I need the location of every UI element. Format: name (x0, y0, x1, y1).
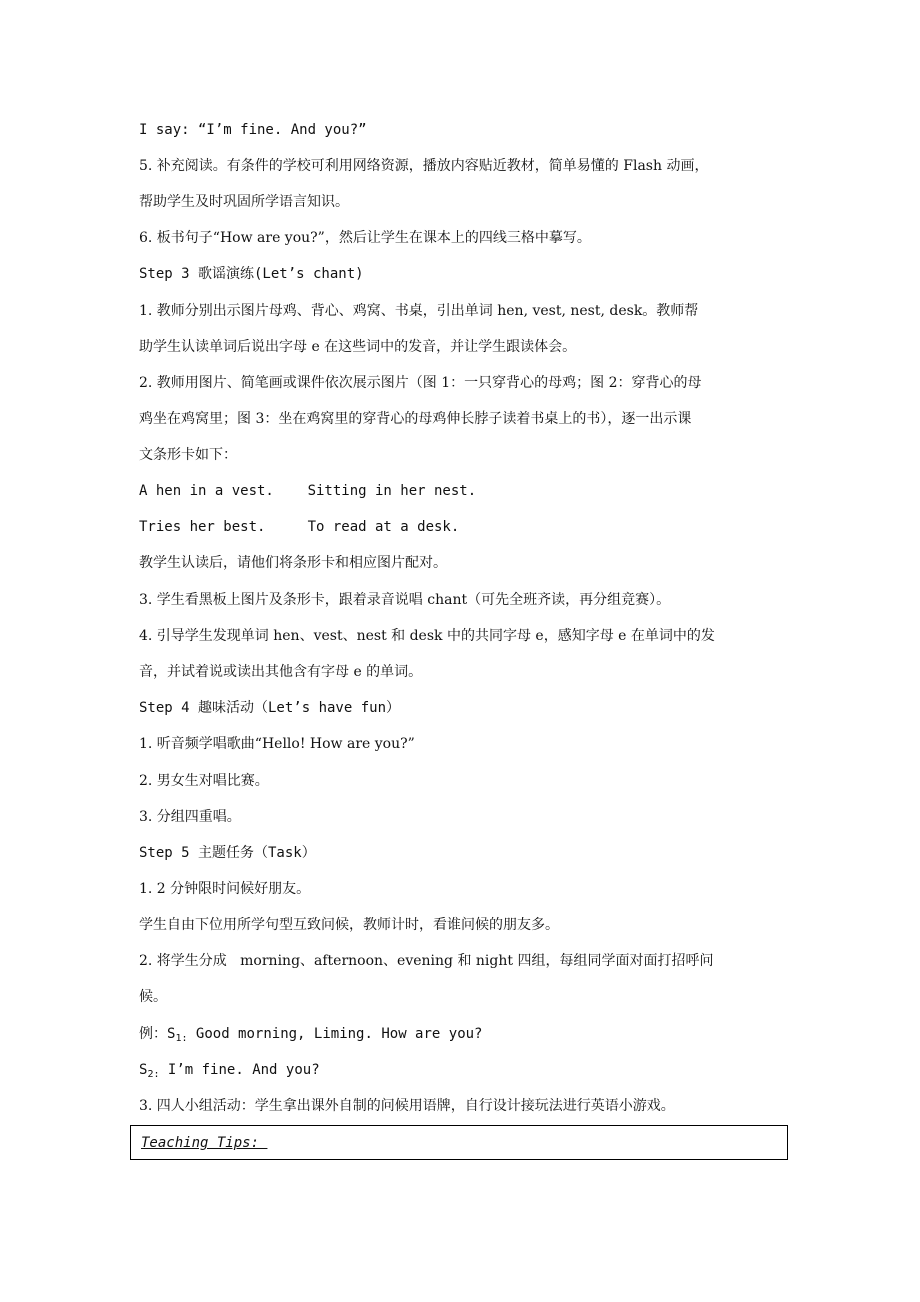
text-line-22: 1. 2 分钟限时问候好朋友。 (139, 881, 311, 897)
step-4-heading: Step 4 趣味活动（Let’s have fun） (139, 700, 401, 716)
chant-line-1: A hen in a vest. Sitting in her nest. (139, 483, 477, 499)
step-5-heading: Step 5 主题任务（Task） (139, 845, 316, 861)
speaker-s2-sub: 2: (147, 1069, 160, 1080)
text-line-18: 1. 听音频学唱歌曲“Hello! How are you?” (139, 736, 415, 752)
text-line-4: 6. 板书句子“How are you?”，然后让学生在课本上的四线三格中摹写。 (139, 230, 591, 246)
dialogue-s1 (139, 1025, 483, 1048)
text-line-24: 2. 将学生分成 morning、afternoon、evening 和 night 四组，每组同学面对面打招呼问 (139, 953, 714, 969)
teaching-tips-label: Teaching Tips: (141, 1135, 268, 1151)
dialogue-s2-text: I’m fine. And you? (159, 1062, 320, 1078)
text-line-7: 助学生认读单词后说出字母 e 在这些词中的发音，并让学生跟读体会。 (139, 339, 577, 355)
dialogue-s2 (139, 1061, 320, 1084)
text-line-9: 鸡坐在鸡窝里；图 3：坐在鸡窝里的穿背心的母鸡伸长脖子读着书桌上的书），逐一出示课 (139, 411, 692, 427)
text-line-16: 音，并试着说或读出其他含有字母 e 的单词。 (139, 664, 423, 680)
text-line-8: 2. 教师用图片、简笔画或课件依次展示图片（图 1：一只穿背心的母鸡；图 2：穿背心的母 (139, 375, 702, 391)
text-line-1: I say: “I’m fine. And you?” (139, 122, 367, 138)
text-line-25: 候。 (139, 989, 167, 1005)
dialogue-s1-text: Good morning, Liming. How are you? (187, 1026, 483, 1042)
speaker-s1-sub: 1: (175, 1033, 188, 1044)
speaker-s1: S (167, 1026, 176, 1042)
text-line-6: 1. 教师分别出示图片母鸡、背心、鸡窝、书桌，引出单词 hen, vest, nest, desk。教师帮 (139, 303, 699, 319)
example-prefix: 例： (139, 1026, 167, 1042)
text-line-19: 2. 男女生对唱比赛。 (139, 773, 269, 789)
teaching-tips-box (130, 1125, 788, 1160)
text-line-15: 4. 引导学生发现单词 hen、vest、nest 和 desk 中的共同字母 e，感知字母 e 在单词中的发 (139, 628, 715, 644)
step-3-heading: Step 3 歌谣演练(Let’s chant) (139, 266, 364, 282)
text-line-20: 3. 分组四重唱。 (139, 809, 241, 825)
text-line-23: 学生自由下位用所学句型互致问候，教师计时，看谁问候的朋友多。 (139, 917, 559, 933)
text-line-2: 5. 补充阅读。有条件的学校可利用网络资源，播放内容贴近教材，简单易懂的 Flash 动画， (139, 158, 709, 174)
text-line-10: 文条形卡如下： (139, 447, 237, 463)
chant-line-2: Tries her best. To read at a desk. (139, 519, 460, 535)
text-line-last: 3. 四人小组活动：学生拿出课外自制的问候用语牌，自行设计接玩法进行英语小游戏。 (139, 1098, 675, 1114)
text-line-3: 帮助学生及时巩固所学语言知识。 (139, 194, 349, 210)
speaker-s2: S (139, 1062, 148, 1078)
text-line-13: 教学生认读后，请他们将条形卡和相应图片配对。 (139, 555, 447, 571)
text-line-14: 3. 学生看黑板上图片及条形卡，跟着录音说唱 chant（可先全班齐读，再分组竞赛）。 (139, 592, 671, 608)
